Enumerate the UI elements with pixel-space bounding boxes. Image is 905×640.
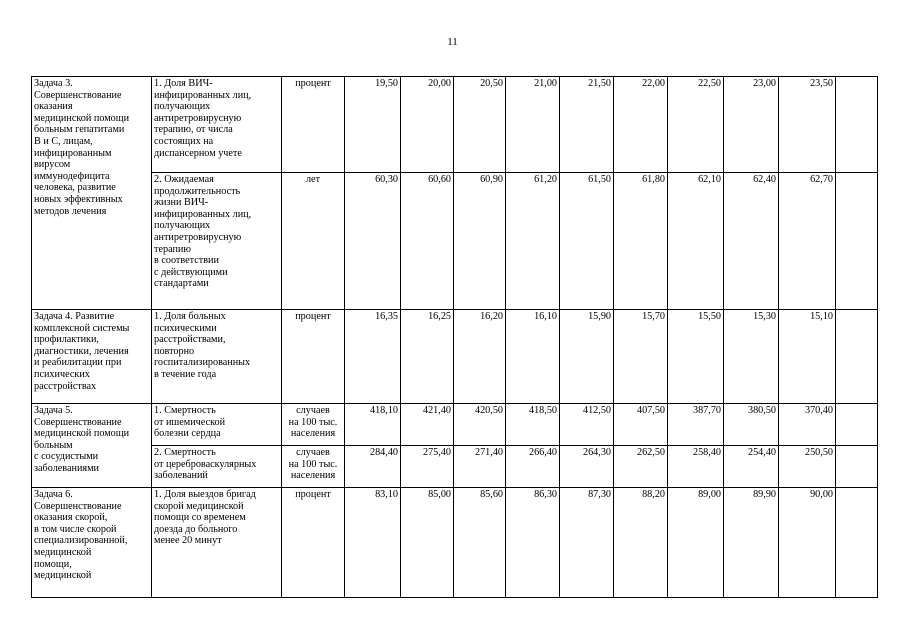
table-row <box>32 310 878 404</box>
empty-cell <box>836 446 878 488</box>
value-cell: 16,10 <box>506 310 560 404</box>
table-row <box>32 404 878 446</box>
value-cell: 271,40 <box>454 446 506 488</box>
value-cell: 60,30 <box>345 173 401 310</box>
value-cell: 421,40 <box>401 404 454 446</box>
value-cell: 254,40 <box>724 446 779 488</box>
unit-cell: процент <box>282 77 345 173</box>
unit-cell: процент <box>282 488 345 598</box>
unit-cell: лет <box>282 173 345 310</box>
value-cell: 62,10 <box>668 173 724 310</box>
value-cell: 86,30 <box>506 488 560 598</box>
indicator-cell: 1. Смертность от ишемической болезни сердца <box>152 404 282 446</box>
value-cell: 370,40 <box>779 404 836 446</box>
value-cell: 412,50 <box>560 404 614 446</box>
value-cell: 20,50 <box>454 77 506 173</box>
value-cell: 89,00 <box>668 488 724 598</box>
value-cell: 418,50 <box>506 404 560 446</box>
unit-cell: процент <box>282 310 345 404</box>
value-cell: 407,50 <box>614 404 668 446</box>
value-cell: 89,90 <box>724 488 779 598</box>
value-cell: 87,30 <box>560 488 614 598</box>
empty-cell <box>836 488 878 598</box>
value-cell: 62,40 <box>724 173 779 310</box>
value-cell: 23,50 <box>779 77 836 173</box>
value-cell: 22,00 <box>614 77 668 173</box>
value-cell: 62,70 <box>779 173 836 310</box>
indicator-cell: 1. Доля ВИЧ- инфицированных лиц, получающих антиретровирусную терапию, от числа состоящих на диспансерном учете <box>152 77 282 173</box>
empty-cell <box>836 77 878 173</box>
value-cell: 60,90 <box>454 173 506 310</box>
empty-cell <box>836 404 878 446</box>
value-cell: 83,10 <box>345 488 401 598</box>
indicator-cell: 2. Смертность от цереброваскулярных заболеваний <box>152 446 282 488</box>
value-cell: 275,40 <box>401 446 454 488</box>
value-cell: 23,00 <box>724 77 779 173</box>
value-cell: 15,50 <box>668 310 724 404</box>
table-row <box>32 488 878 598</box>
value-cell: 262,50 <box>614 446 668 488</box>
table-row <box>32 77 878 173</box>
value-cell: 266,40 <box>506 446 560 488</box>
value-cell: 15,30 <box>724 310 779 404</box>
value-cell: 60,60 <box>401 173 454 310</box>
value-cell: 380,50 <box>724 404 779 446</box>
value-cell: 90,00 <box>779 488 836 598</box>
indicator-cell: 2. Ожидаемая продолжительность жизни ВИЧ- инфицированных лиц, получающих антиретровирусную терапию в соответствии с действующими стандартами <box>152 173 282 310</box>
table-row <box>32 173 878 310</box>
value-cell: 16,25 <box>401 310 454 404</box>
value-cell: 85,00 <box>401 488 454 598</box>
indicator-table <box>31 76 878 598</box>
value-cell: 387,70 <box>668 404 724 446</box>
value-cell: 61,80 <box>614 173 668 310</box>
value-cell: 22,50 <box>668 77 724 173</box>
value-cell: 16,35 <box>345 310 401 404</box>
page-number: 11 <box>447 36 458 48</box>
value-cell: 418,10 <box>345 404 401 446</box>
task-cell: Задача 4. Развитие комплексной системы профилактики, диагностики, лечения и реабилитации при психических расстройствах <box>32 310 152 404</box>
task-cell: Задача 5. Совершенствование медицинской помощи больным с сосудистыми заболеваниями <box>32 404 152 488</box>
indicator-cell: 1. Доля больных психическими расстройствами, повторно госпитализированных в течение года <box>152 310 282 404</box>
value-cell: 61,50 <box>560 173 614 310</box>
empty-cell <box>836 310 878 404</box>
value-cell: 21,50 <box>560 77 614 173</box>
value-cell: 250,50 <box>779 446 836 488</box>
value-cell: 85,60 <box>454 488 506 598</box>
value-cell: 15,10 <box>779 310 836 404</box>
empty-cell <box>836 173 878 310</box>
task-cell: Задача 3. Совершенствование оказания медицинской помощи больным гепатитами B и C, лицам, инфицированным вирусом иммунодефицита человека, развитие новых эффективных методов лечения <box>32 77 152 310</box>
value-cell: 15,70 <box>614 310 668 404</box>
unit-cell: случаев на 100 тыс. населения <box>282 404 345 446</box>
value-cell: 15,90 <box>560 310 614 404</box>
value-cell: 21,00 <box>506 77 560 173</box>
value-cell: 264,30 <box>560 446 614 488</box>
task-cell: Задача 6. Совершенствование оказания скорой, в том числе скорой специализированной, медицинской помощи, медицинской <box>32 488 152 598</box>
value-cell: 19,50 <box>345 77 401 173</box>
value-cell: 420,50 <box>454 404 506 446</box>
value-cell: 88,20 <box>614 488 668 598</box>
value-cell: 258,40 <box>668 446 724 488</box>
unit-cell: случаев на 100 тыс. населения <box>282 446 345 488</box>
indicator-cell: 1. Доля выездов бригад скорой медицинской помощи со временем доезда до больного менее 20 минут <box>152 488 282 598</box>
value-cell: 20,00 <box>401 77 454 173</box>
value-cell: 16,20 <box>454 310 506 404</box>
value-cell: 61,20 <box>506 173 560 310</box>
table-row <box>32 446 878 488</box>
value-cell: 284,40 <box>345 446 401 488</box>
